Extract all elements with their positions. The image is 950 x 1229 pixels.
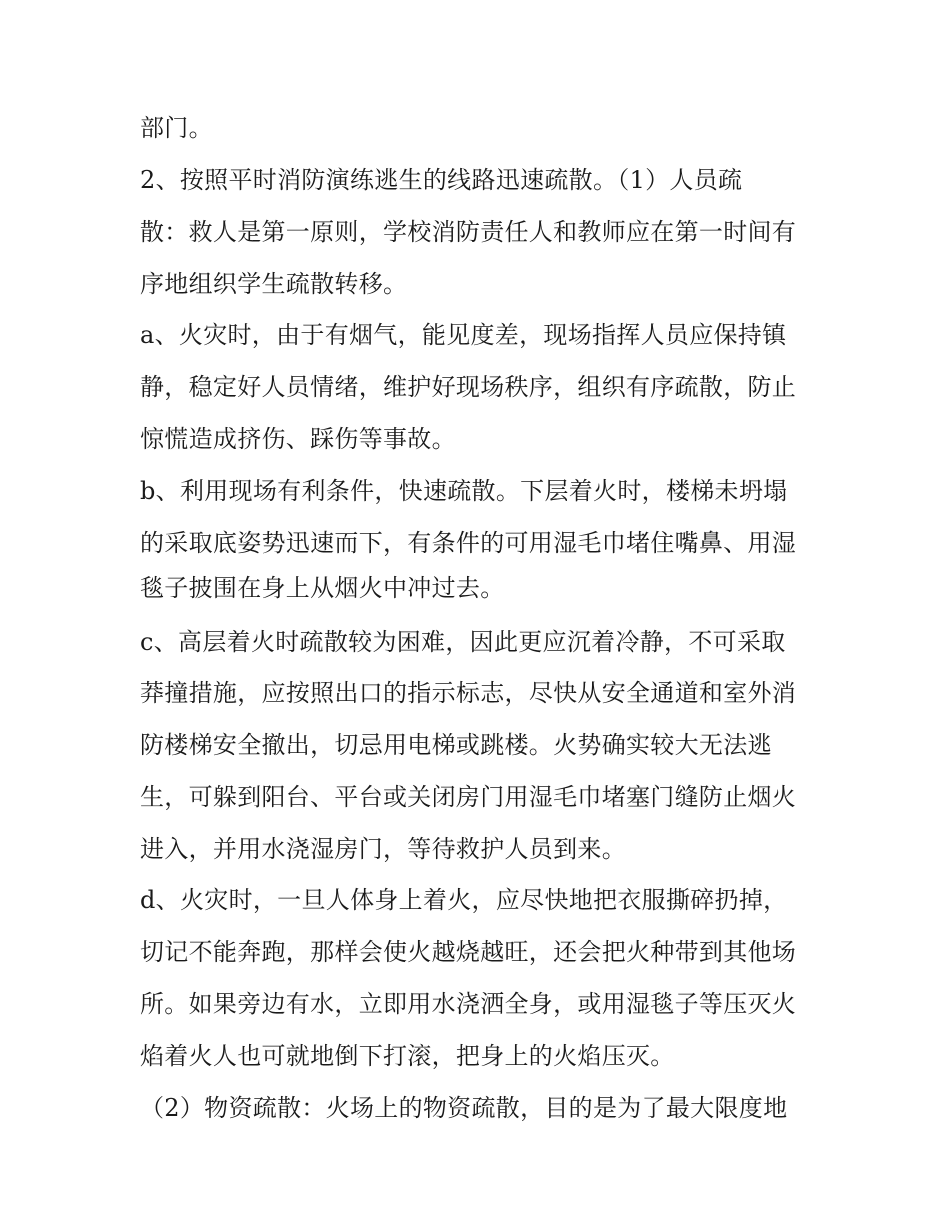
text-line: b、利用现场有利条件，快速疏散。下层着火时，楼梯未坍塌	[140, 477, 788, 505]
text-line: 的采取底姿势迅速而下，有条件的可用湿毛巾堵住嘴鼻、用湿	[140, 529, 797, 557]
text-line: 切记不能奔跑，那样会使火越烧越旺，还会把火种带到其他场	[140, 938, 797, 966]
text-line: 莽撞措施，应按照出口的指示标志，尽快从安全通道和室外消	[140, 679, 797, 707]
text-line: 生，可躲到阳台、平台或关闭房门用湿毛巾堵塞门缝防止烟火	[140, 783, 797, 811]
text-line: a、火灾时，由于有烟气，能见度差，现场指挥人员应保持镇	[140, 321, 787, 349]
text-line: 部门。	[140, 114, 213, 142]
text-line: 焰着火人也可就地倒下打滚，把身上的火焰压灭。	[140, 1042, 675, 1070]
text-line: （2）物资疏散：火场上的物资疏散，目的是为了最大限度地	[140, 1094, 788, 1122]
text-line: 序地组织学生疏散转移。	[140, 270, 408, 298]
text-line: 进入，并用水浇湿房门，等待救护人员到来。	[140, 835, 626, 863]
text-line: 2、按照平时消防演练逃生的线路迅速疏散。（1）人员疏	[140, 166, 743, 194]
text-line: 所。如果旁边有水，立即用水浇洒全身，或用湿毯子等压灭火	[140, 990, 797, 1018]
text-line: 毯子披围在身上从烟火中冲过去。	[140, 574, 505, 602]
text-line: 散：救人是第一原则，学校消防责任人和教师应在第一时间有	[140, 218, 797, 246]
text-line: 惊慌造成挤伤、踩伤等事故。	[140, 425, 456, 453]
text-line: c、高层着火时疏散较为困难，因此更应沉着冷静，不可采取	[140, 628, 786, 656]
text-line: d、火灾时，一旦人体身上着火，应尽快地把衣服撕碎扔掉，	[140, 886, 788, 914]
text-line: 静，稳定好人员情绪，维护好现场秩序，组织有序疏散，防止	[140, 373, 797, 401]
text-line: 防楼梯安全撤出，切忌用电梯或跳楼。火势确实较大无法逃	[140, 731, 772, 759]
